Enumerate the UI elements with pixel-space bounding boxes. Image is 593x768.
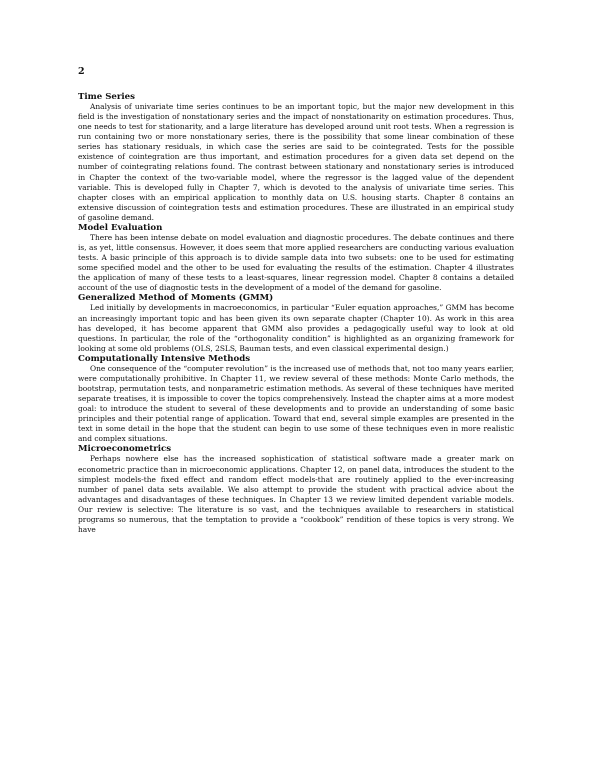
section-model-evaluation <box>78 223 514 293</box>
section-heading: Computationally Intensive Methods <box>78 353 251 364</box>
section-gmm <box>78 293 514 353</box>
section-heading: Microeconometrics <box>78 444 172 455</box>
section-heading: Generalized Method of Moments (GMM) <box>78 293 274 304</box>
section-paragraph: Perhaps nowhere else has the increased sophistication of statistical software made a greater mark on econometric practice than in microeconomic applications. Chapter 12, on panel data, introduces the student to the simplest models-the fixed effect and random effect models-that are routinely applied to the ever-increasing number of panel data sets available. We also attempt to provide the student with practical advice about the advantages and disadvantages of these techniques. In Chapter 13 we review limited dependent variable models. Our review is selective: The literature is so vast, and the techniques available to researchers in statistical programs so numerous, that the temptation to provide a “cookbook” rendition of these topics is very strong. We have <box>78 454 514 534</box>
section-paragraph: One consequence of the “computer revolution” is the increased use of methods that, not too many years earlier, were computationally prohibitive. In Chapter 11, we review several of these methods: Monte Carlo methods, the bootstrap, permutation tests, and nonparametric estimation methods. As several of these techniques have merited separate treatises, it is impossible to cover the topics comprehensively. Instead the chapter aims at a more modest goal: to introduce the student to several of these developments and to provide an understanding of some basic principles and their potential range of application. Toward that end, several simple examples are presented in the text in some detail in the hope that the student can begin to use some of these techniques even in more realistic and complex situations. <box>78 363 514 444</box>
section-heading: Time Series <box>78 92 135 102</box>
page-content <box>78 66 514 535</box>
section-time-series <box>78 92 514 223</box>
section-computational-methods <box>78 354 514 445</box>
section-microeconometrics <box>78 444 514 535</box>
section-paragraph: Led initially by developments in macroeconomics, in particular “Euler equation approaches,” GMM has become an increasingly important topic and has been given its own separate chapter (Chapter 10). As work in this area has developed, it has become apparent that GMM also provides a pedagogically useful way to look at old questions. In particular, the role of the “orthogonality condition” is highlighted as an organizing framework for looking at some old problems (OLS, 2SLS, Bauman tests, and even classical experimental design.) <box>78 303 514 353</box>
section-paragraph: Analysis of univariate time series continues to be an important topic, but the major new development in this field is the investigation of nonstationary series and the impact of nonstationarity on estimation procedures. Thus, one needs to test for stationarity, and a large literature has developed around unit root tests. When a regression is run containing two or more nonstationary series, there is the possibility that some linear combination of these series has stationary residuals, in which case the series are said to be cointegrated. Tests for the possible existence of cointegration are thus important, and estimation procedures for a given data set depend on the number of cointegrating relations found. The contrast between stationary and nonstationary series is introduced in Chapter the context of the two-variable model, where the regressor is the lagged value of the dependent variable. This is developed fully in Chapter 7, which is devoted to the analysis of univariate time series. This chapter closes with an empirical application to monthly data on U.S. housing starts. Chapter 8 contains an extensive discussion of cointegration tests and estimation procedures. These are illustrated in an empirical study of gasoline demand. <box>78 102 514 222</box>
section-heading: Model Evaluation <box>78 222 163 233</box>
page-number: 2 <box>78 66 85 77</box>
section-paragraph: There has been intense debate on model evaluation and diagnostic procedures. The debate continues and there is, as yet, little consensus. However, it does seem that more applied researchers are conducting various evaluation tests. A basic principle of this approach is to divide sample data into two subsets: one to be used for estimating some specified model and the other to be used for evaluating the results of the estimation. Chapter 4 illustrates the application of many of these tests to a least-squares, linear regression model. Chapter 8 contains a detailed account of the use of diagnostic tests in the development of a model of the demand for gasoline. <box>78 232 514 293</box>
